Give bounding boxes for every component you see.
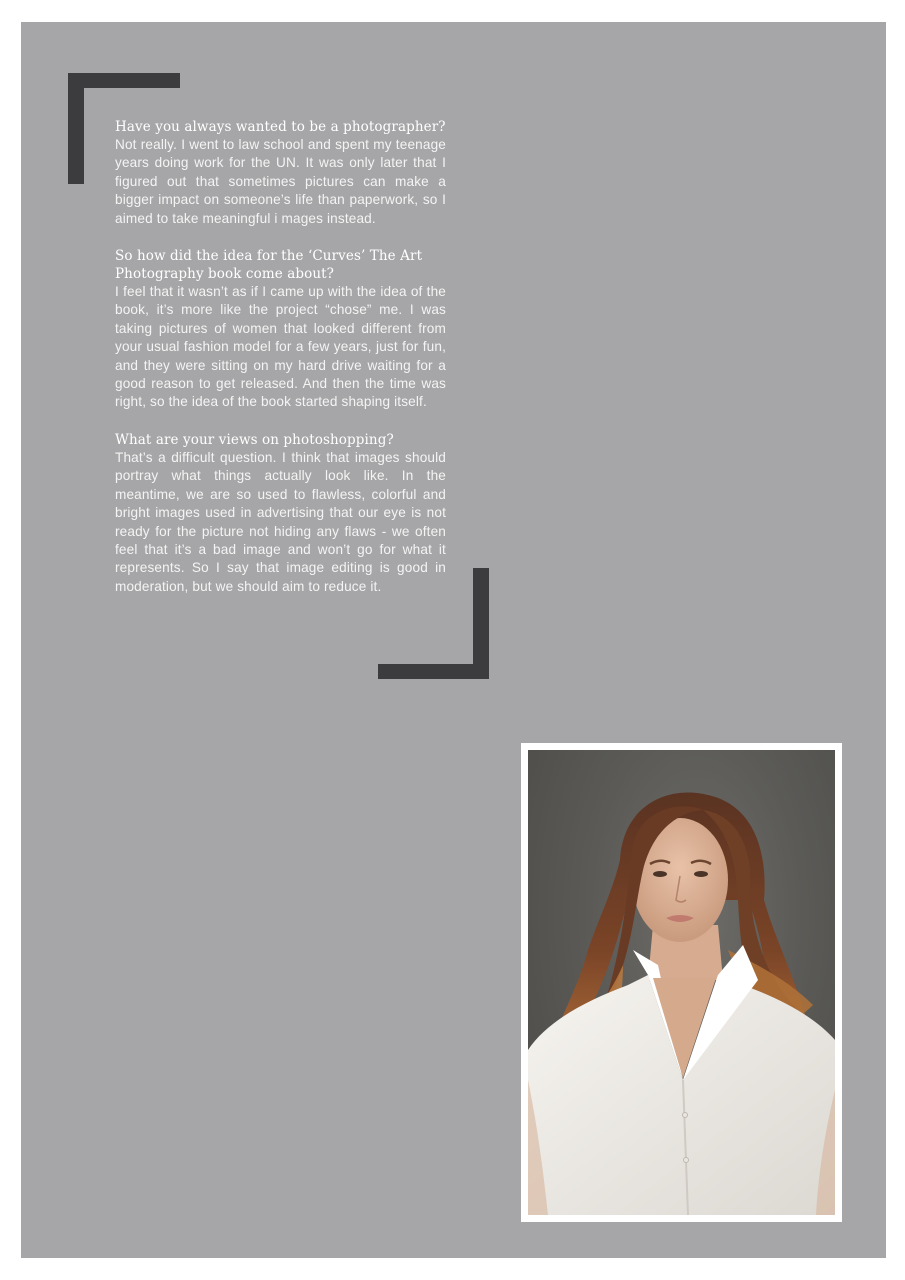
question-1: Have you always wanted to be a photographer? [115, 119, 446, 135]
portrait-photo-frame [521, 743, 842, 1222]
question-2: So how did the idea for the ‘Curves’ The Art Photography book come about? [115, 248, 423, 283]
interview-article [115, 118, 446, 615]
right-eye [694, 871, 708, 877]
answer-2: I feel that it wasn’t as if I came up with the idea of the book, it’s more like the project “chose” me. I was taking pictures of women that looked different from your usual fashion model for a few years, just for fun, and they were sitting on my hard drive waiting for a good reason to get released. And then the time was right, so the idea of the book started shaping itself. [115, 284, 446, 410]
top-left-bracket-vertical [68, 73, 84, 184]
shirt-button [683, 1113, 688, 1118]
qa-block-3 [115, 431, 446, 596]
shirt-button [684, 1158, 689, 1163]
question-3: What are your views on photoshopping? [115, 431, 394, 448]
top-left-bracket-horizontal [68, 73, 180, 88]
bottom-right-bracket-vertical [473, 568, 489, 679]
answer-3: That’s a difficult question. I think that images should portray what things actually look like. In the meantime, we are so used to flawless, colorful and bright images used in advertising that our eye is not ready for the picture not hiding any flaws - we often feel that it’s a bad image and won’t go for what it represents. So I say that image editing is good in moderation, but we should aim to reduce it. [115, 449, 446, 594]
left-eye [653, 871, 667, 877]
portrait-illustration [528, 750, 835, 1215]
answer-1: Not really. I went to law school and spent my teenage years doing work for the UN. It was only later that I figured out that sometimes pictures can make a bigger impact on someone’s life than paperwork, so I aimed to take meaningful i mages instead. [115, 137, 446, 226]
qa-block-2 [115, 247, 446, 412]
qa-block-1 [115, 118, 446, 228]
portrait-photo [528, 750, 835, 1215]
